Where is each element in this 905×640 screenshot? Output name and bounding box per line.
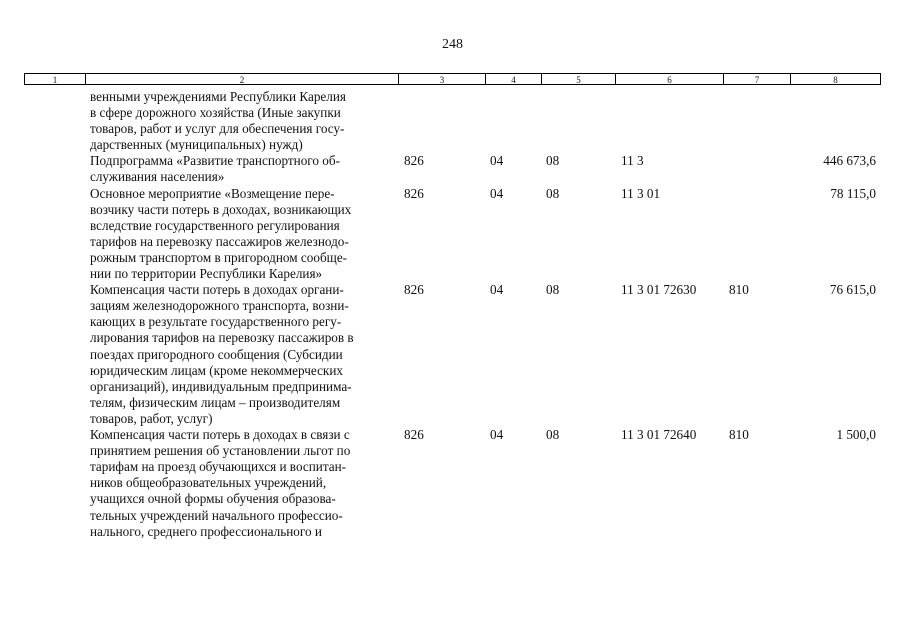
row-cell-c3: 826 — [404, 427, 424, 443]
column-header-3: 3 — [398, 73, 485, 85]
page-number: 248 — [442, 37, 463, 52]
column-header-4: 4 — [485, 73, 541, 85]
row-cell-amount: 78 115,0 — [830, 185, 876, 201]
row-description: Основное мероприятие «Возмещение пере- возчику части потерь в доходах, возникающих вследствие государственного регулирования тарифов на перевозку пассажиров железнодо- рожным транспортом в пригородном сообще- нии по территории Республики Карелия» — [90, 185, 352, 282]
row-cell-c5: 08 — [546, 185, 560, 201]
column-header-1: 1 — [24, 73, 85, 85]
row-cell-c4: 04 — [490, 427, 504, 443]
row-cell-c4: 04 — [490, 282, 504, 298]
row-cell-c5: 08 — [546, 282, 560, 298]
row-cell-c3: 826 — [404, 282, 424, 298]
row-cell-c5: 08 — [546, 153, 560, 169]
row-cell-c7: 810 — [729, 282, 749, 298]
row-cell-c4: 04 — [490, 153, 504, 169]
row-cell-c4: 04 — [490, 185, 504, 201]
row-cell-c6: 11 3 01 72630 — [621, 282, 697, 298]
row-description: венными учреждениями Республики Карелия в сфере дорожного хозяйства (Иные закупки товаров, работ и услуг для обеспечения госу- дарственных (муниципальных) нужд) — [90, 89, 346, 153]
row-cell-c7: 810 — [729, 427, 749, 443]
row-cell-c6: 11 3 — [621, 153, 644, 169]
column-header-2: 2 — [85, 73, 398, 85]
column-header-7: 7 — [723, 73, 790, 85]
row-description: Подпрограмма «Развитие транспортного об- служивания населения» — [90, 153, 340, 185]
row-cell-c3: 826 — [404, 185, 424, 201]
column-header-5: 5 — [541, 73, 615, 85]
row-description: Компенсация части потерь в доходах органи- зациям железнодорожного транспорта, возни- кающих в результате государственного регу- лирования тарифов на перевозку пассажиров в поездах пригородного сообщения (Субсидии юридическим лицам (кроме некоммерческих организаций), индивидуальным предпринима- телям, физическим лицам – производителям товаров, работ, услуг) — [90, 282, 354, 426]
row-description: Компенсация части потерь в доходах в связи с принятием решения об установлении льгот по тарифам на проезд обучающихся и воспитан- ников общеобразовательных учреждений, учащихся очной формы обучения образова- тельных учреждений начального профессио- нального, среднего профессионального и — [90, 427, 351, 539]
row-cell-amount: 76 615,0 — [829, 282, 876, 298]
row-cell-amount: 1 500,0 — [836, 427, 876, 443]
row-cell-c6: 11 3 01 72640 — [621, 427, 697, 443]
column-header-8: 8 — [790, 73, 881, 85]
row-cell-c5: 08 — [546, 427, 560, 443]
row-cell-c3: 826 — [404, 153, 424, 169]
row-cell-c6: 11 3 01 — [621, 185, 661, 201]
row-cell-amount: 446 673,6 — [823, 153, 876, 169]
column-header-6: 6 — [615, 73, 723, 85]
